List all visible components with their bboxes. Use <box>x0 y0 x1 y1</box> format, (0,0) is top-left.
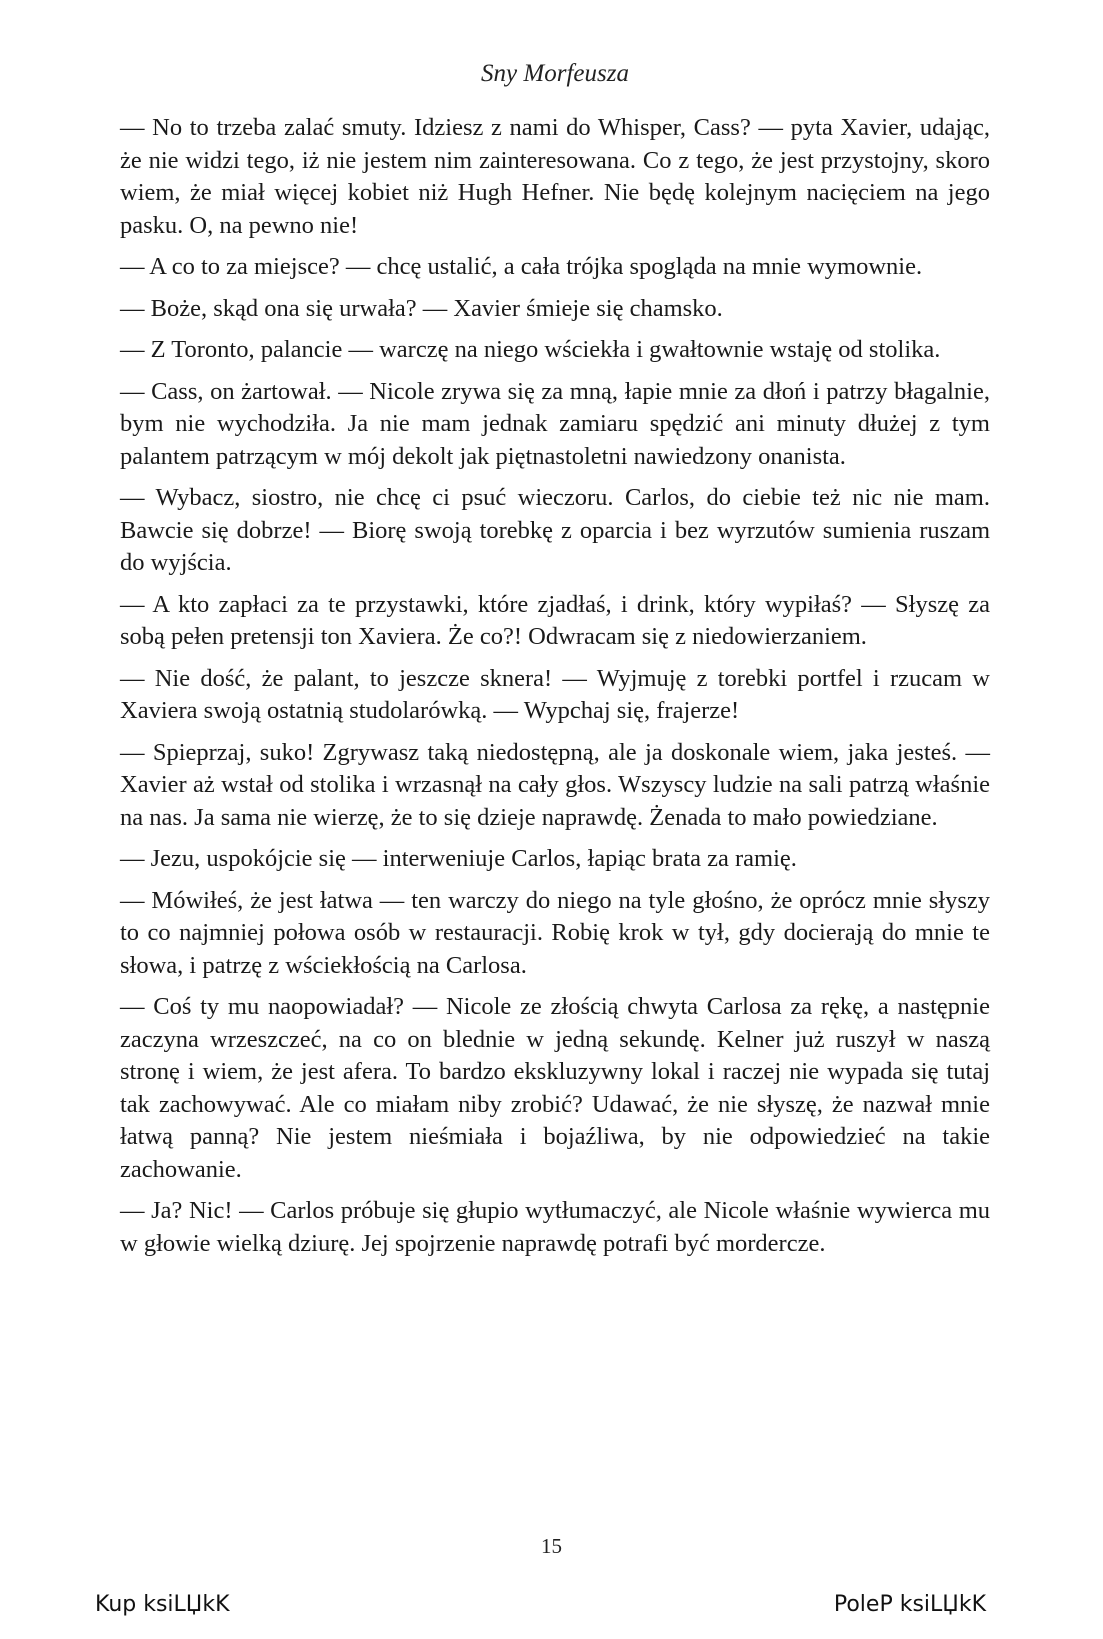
paragraph: — Z Toronto, palancie — warczę na niego wściekła i gwałtownie wstaję od stolika. <box>120 336 941 363</box>
page-number: 15 <box>541 1534 562 1558</box>
paragraph: — Boże, skąd ona się urwała? — Xavier śmieje się chamsko. <box>120 294 723 322</box>
running-header: Sny Morfeusza <box>481 60 629 87</box>
recommend-book-link[interactable]: PoleP ksiLЏkK <box>833 1592 986 1617</box>
paragraph: — Jezu, uspokójcie się — interweniuje Carlos, łapiąc brata za ramię. <box>120 845 797 872</box>
paragraph: — Cass, on żartował. — Nicole zrywa się za mną, łapie mnie za dłoń i patrzy błagalnie, bym nie wychodziła. Ja nie mam jednak zamiaru spędzić ani minuty dłużej z tym palantem patrzącym w mój dekolt jak piętnastoletni nawiedzony onanista. <box>120 377 990 470</box>
paragraph: — A co to za miejsce? — chcę ustalić, a cała trójka spogląda na mnie wymownie. <box>120 253 923 280</box>
paragraph: — Spieprzaj, suko! Zgrywasz taką niedostępną, ale ja doskonale wiem, jaka jesteś. — Xavier aż wstał od stolika i wrzasnął na cały głos. Wszyscy ludzie na sali patrzą właśnie na nas. Ja sama nie wierzę, że to się dzieje naprawdę. Żenada to mało powiedziane. <box>120 738 990 831</box>
paragraph: — Mówiłeś, że jest łatwa — ten warczy do niego na tyle głośno, że oprócz mnie słyszy to co najmniej połowa osób w restauracji. Robię krok w tył, gdy docierają do mnie te słowa, i patrzę z wściekłością na Carlosa. <box>120 886 990 979</box>
buy-book-link[interactable]: Kup ksiLЏkK <box>95 1592 230 1617</box>
page-content <box>120 60 990 1269</box>
paragraph: — No to trzeba zalać smuty. Idziesz z nami do Whisper, Cass? — pyta Xavier, udając, że nie widzi tego, iż nie jestem nim zainteresowana. Co z tego, że jest przystojny, skoro wiem, że miał więcej kobiet niż Hugh Hefner. Nie będę kolejnym nacięciem na jego pasku. O, na pewno nie! <box>120 114 990 239</box>
paragraph: — Ja? Nic! — Carlos próbuje się głupio wytłumaczyć, ale Nicole właśnie wywierca mu w głowie wielką dziurę. Jej spojrzenie naprawdę potrafi być mordercze. <box>120 1197 990 1257</box>
paragraph: — Coś ty mu naopowiadał? — Nicole ze złością chwyta Carlosa za rękę, a następnie zaczyna wrzeszczeć, na co on blednie w jedną sekundę. Kelner już ruszył w naszą stronę i wiem, że jest afera. To bardzo ekskluzywny lokal i raczej nie wypada się tutaj tak zachowywać. Ale co miałam niby zrobić? Udawać, że nie słyszę, że nazwał mnie łatwą panną? Nie jestem nieśmiała i bojaźliwa, by nie odpowiedzieć na takie zachowanie. <box>120 993 990 1183</box>
paragraph: — Nie dość, że palant, to jeszcze sknera! — Wyjmuję z torebki portfel i rzucam w Xaviera swoją ostatnią studolarówką. — Wypchaj się, frajerze! <box>120 664 990 724</box>
paragraph: — A kto zapłaci za te przystawki, które zjadłaś, i drink, który wypiłaś? — Słyszę za sobą pełen pretensji ton Xaviera. Że co?! Odwracam się z niedowierzaniem. <box>120 590 990 650</box>
paragraph: — Wybacz, siostro, nie chcę ci psuć wieczoru. Carlos, do ciebie też nic nie mam. Bawcie się dobrze! — Biorę swoją torebkę z oparcia i bez wyrzutów sumienia ruszam do wyjścia. <box>120 484 990 576</box>
